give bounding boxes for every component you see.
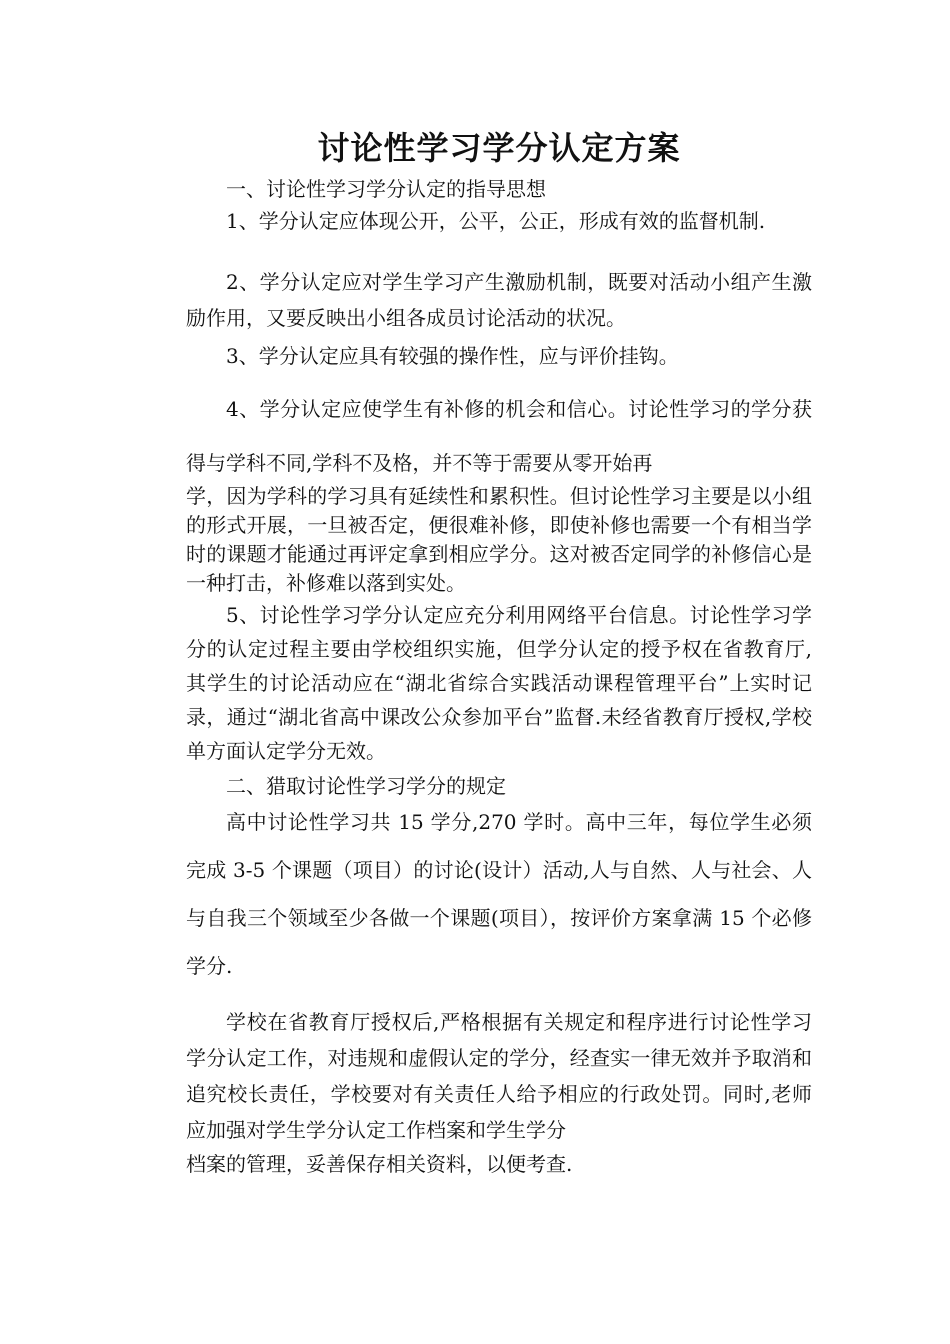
paragraph-7: 学校在省教育厅授权后,严格根据有关规定和程序进行讨论性学习学分认定工作，对违规和虚假认定的学分，经查实一律无效并予取消和追究校长责任，学校要对有关责任人给予相应的行政处罚。同时,老师应加强对学生学分认定工作档案和学生学分 <box>186 1010 812 1142</box>
section-heading-1: 一、讨论性学习学分认定的指导思想 <box>226 177 546 201</box>
paragraph-3: 3、学分认定应具有较强的操作性，应与评价挂钩。 <box>226 344 679 368</box>
paragraph-6: 高中讨论性学习共 15 学分,270 学时。高中三年，每位学生必须完成 3-5 个课题（项目）的讨论(设计）活动,人与自然、人与社会、人与自我三个领域至少各做一个课题(项目），按评价方案拿满 15 个必修学分. <box>186 810 812 978</box>
document-title: 讨论性学习学分认定方案 <box>317 129 681 167</box>
paragraph-4: 4、学分认定应使学生有补修的机会和信心。讨论性学习的学分获得与学科不同,学科不及格，并不等于需要从零开始再 <box>186 397 812 475</box>
document-page <box>186 118 812 1188</box>
section-heading-2: 二、猎取讨论性学习学分的规定 <box>226 774 506 798</box>
paragraph-4-continued: 学，因为学科的学习具有延续性和累积性。但讨论性学习主要是以小组的形式开展，一旦被否定，便很难补修，即使补修也需要一个有相当学时的课题才能通过再评定拿到相应学分。这对被否定同学的补修信心是一种打击，补修难以落到实处。 <box>186 484 812 595</box>
paragraph-2: 2、学分认定应对学生学习产生激励机制，既要对活动小组产生激励作用，又要反映出小组各成员讨论活动的状况。 <box>186 270 812 330</box>
paragraph-1: 1、学分认定应体现公开，公平，公正，形成有效的监督机制. <box>226 209 766 233</box>
paragraph-7-continued: 档案的管理，妥善保存相关资料，以便考查. <box>186 1152 573 1176</box>
paragraph-5: 5、讨论性学习学分认定应充分利用网络平台信息。讨论性学习学分的认定过程主要由学校组织实施，但学分认定的授予权在省教育厅,其学生的讨论活动应在“湖北省综合实践活动课程管理平台”上实时记录，通过“湖北省高中课改公众参加平台”监督.未经省教育厅授权,学校单方面认定学分无效。 <box>186 603 812 763</box>
